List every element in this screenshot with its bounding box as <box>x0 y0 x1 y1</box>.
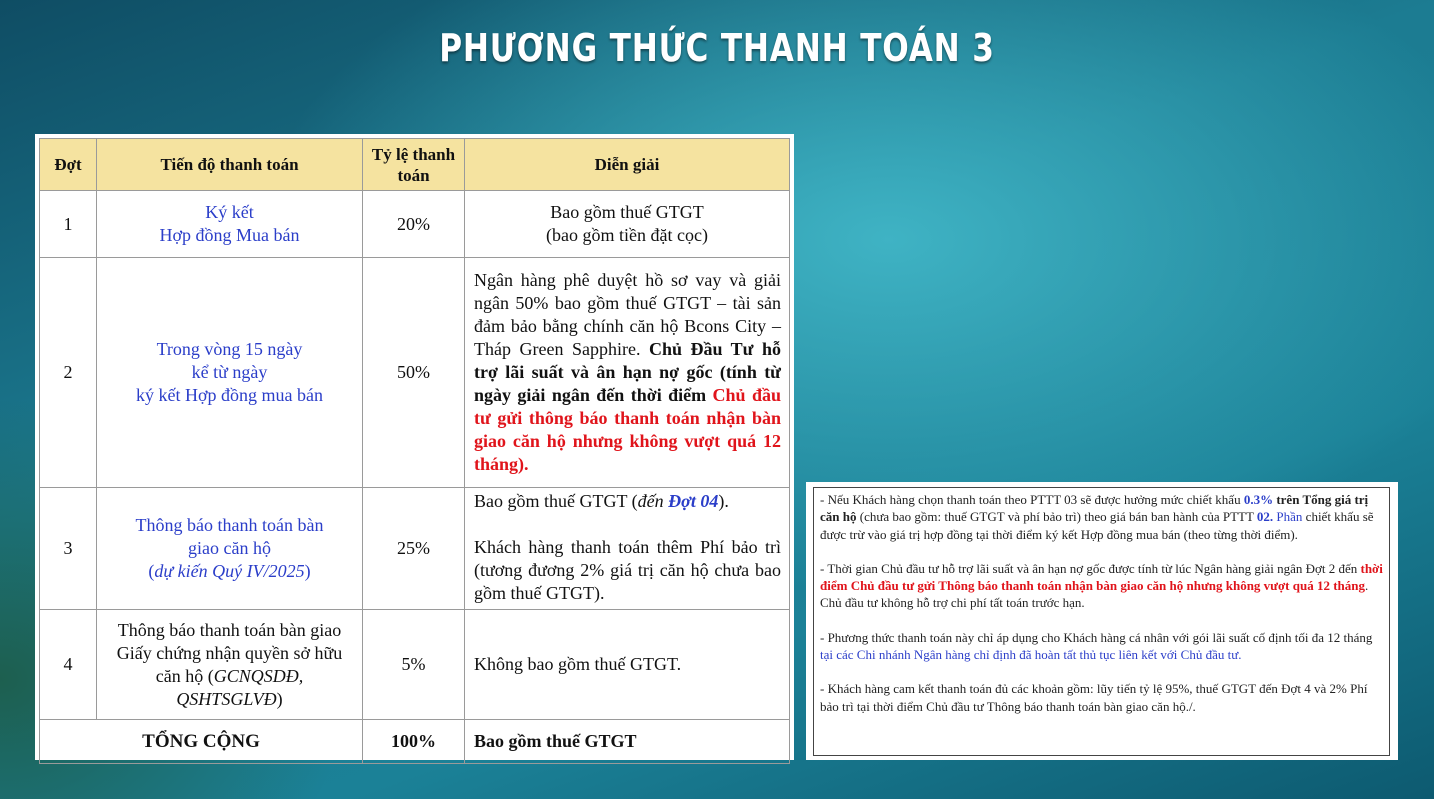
row-progress <box>97 258 363 488</box>
note-paragraph <box>820 560 1383 612</box>
progress-italic: dự kiến Quý IV/2025 <box>154 561 305 581</box>
note-text: - Nếu Khách hàng chọn thanh toán theo PTTT 03 sẽ được hưởng mức chiết khấu <box>820 492 1241 507</box>
row-description <box>465 191 790 258</box>
desc-highlight-text: Chủ đầu tư gửi thông báo thanh toán nhận bàn giao căn hộ nhưng không vượt quá 12 tháng). <box>474 385 782 474</box>
note-discount: 0.3% <box>1243 492 1274 507</box>
progress-italic: GCNQSDĐ, QSHTSGLVĐ <box>176 665 304 709</box>
payment-table <box>39 138 790 764</box>
desc-paragraph: Bao gồm thuế GTGT (đến Đợt 04). <box>474 491 729 511</box>
row-rate: 5% <box>363 610 465 720</box>
row-description: Không bao gồm thuế GTGT. <box>465 610 790 720</box>
row-description <box>465 258 790 488</box>
note-text: chiết khấu sẽ được trừ vào giá trị hợp đồng tại thời điểm ký kết Hợp đồng mua bán (theo từng thời điểm). <box>820 509 1374 542</box>
row-dot: 2 <box>40 258 97 488</box>
progress-text: Thông báo thanh toán bàn giao Giấy chứng nhận quyền sở hữu căn hộ <box>116 619 343 686</box>
total-label: TỔNG CỘNG <box>40 720 363 764</box>
desc-text: Bao gồm thuế GTGT <box>474 491 628 511</box>
note-highlight: 02. <box>1256 509 1274 525</box>
table-row <box>40 610 790 720</box>
note-paragraph: - Khách hàng cam kết thanh toán đủ các khoản gồm: lũy tiến tỷ lệ 95%, thuế GTGT đến Đợt 4 và 2% Phí bảo trì tại thời điểm Chủ đầu tư Thông báo thanh toán bàn giao căn hộ./. <box>820 681 1368 714</box>
page-title: PHƯƠNG THỨC THANH TOÁN 3 <box>439 26 995 70</box>
table-header-row <box>40 139 790 191</box>
desc-line: Bao gồm thuế GTGT <box>550 202 704 222</box>
header-dot: Đợt <box>40 139 97 191</box>
row-rate: 20% <box>363 191 465 258</box>
progress-line: Trong vòng 15 ngày <box>156 339 303 359</box>
desc-italic: đến <box>637 491 664 511</box>
row-progress: Thông báo thanh toán bàn giao Giấy chứng nhận quyền sở hữu căn hộ (GCNQSDĐ, QSHTSGLVĐ) <box>97 610 363 720</box>
total-rate: 100% <box>363 720 465 764</box>
progress-line: Thông báo thanh toán bàn <box>135 515 324 535</box>
note-paragraph <box>820 491 1383 543</box>
desc-line: (bao gồm tiền đặt cọc) <box>546 225 708 245</box>
header-rate: Tỷ lệ thanh toán <box>363 139 465 191</box>
table-row <box>40 488 790 610</box>
total-description: Bao gồm thuế GTGT <box>465 720 790 764</box>
note-red: thời điểm Chủ đầu tư gửi Thông báo thanh toán nhận bàn giao căn hộ nhưng không vượt quá 12 tháng <box>820 560 1383 594</box>
row-rate: 25% <box>363 488 465 610</box>
progress-line: Hợp đồng Mua bán <box>159 225 300 245</box>
desc-text: Ngân hàng phê duyệt hồ sơ vay và giải ngân 50% bao gồm thuế GTGT – tài sản đảm bảo bằng chính căn hộ Bcons City – Tháp Green Sapphire. <box>474 270 781 359</box>
note-text: - Phương thức thanh toán này chỉ áp dụng cho Khách hàng cá nhân với gói lãi suất cố định tối đa 12 tháng <box>820 629 1373 645</box>
progress-line: giao căn hộ <box>188 538 271 558</box>
note-text: - Thời gian Chủ đầu tư hỗ trợ lãi suất và ân hạn nợ gốc được tính từ lúc Ngân hàng giải ngân Đợt 2 đến <box>820 560 1358 576</box>
row-rate: 50% <box>363 258 465 488</box>
payment-schedule-table <box>35 134 794 760</box>
desc-bold-italic: Đợt 04 <box>668 491 719 511</box>
row-dot: 1 <box>40 191 97 258</box>
progress-line: Ký kết <box>205 202 254 222</box>
note-highlight: Phần <box>1276 509 1303 525</box>
row-description <box>465 488 790 610</box>
note-blue: tại các Chi nhánh Ngân hàng chỉ định đã hoàn tất thủ tục liên kết với Chủ đầu tư. <box>820 647 1242 663</box>
note-bold: trên Tổng giá trị căn hộ <box>820 492 1369 525</box>
row-progress: Thông báo thanh toán bàn giao căn hộ (dự kiến Quý IV/2025) <box>97 488 363 610</box>
notes-content <box>813 487 1390 756</box>
note-text: (chưa bao gồm: thuế GTGT và phí bảo trì) theo giá bán ban hành của PTTT <box>859 509 1254 525</box>
note-text: . Chủ đầu tư không hỗ trợ chi phí tất toán trước hạn. <box>820 578 1369 611</box>
row-dot: 3 <box>40 488 97 610</box>
table-row <box>40 258 790 488</box>
desc-bold-text: Chủ Đầu Tư hỗ trợ lãi suất và ân hạn nợ gốc (tính từ ngày giải ngân đến thời điểm <box>474 339 782 405</box>
header-description: Diễn giải <box>465 139 790 191</box>
header-progress: Tiến độ thanh toán <box>97 139 363 191</box>
progress-line: ký kết Hợp đồng mua bán <box>136 385 323 405</box>
total-row <box>40 720 790 764</box>
table-row <box>40 191 790 258</box>
progress-line: kể từ ngày <box>191 362 268 382</box>
note-paragraph <box>820 629 1383 664</box>
notes-box <box>806 482 1398 760</box>
row-progress <box>97 191 363 258</box>
desc-paragraph: Khách hàng thanh toán thêm Phí bảo trì (tương đương 2% giá trị căn hộ chưa bao gồm thuế GTGT). <box>474 537 781 603</box>
row-dot: 4 <box>40 610 97 720</box>
